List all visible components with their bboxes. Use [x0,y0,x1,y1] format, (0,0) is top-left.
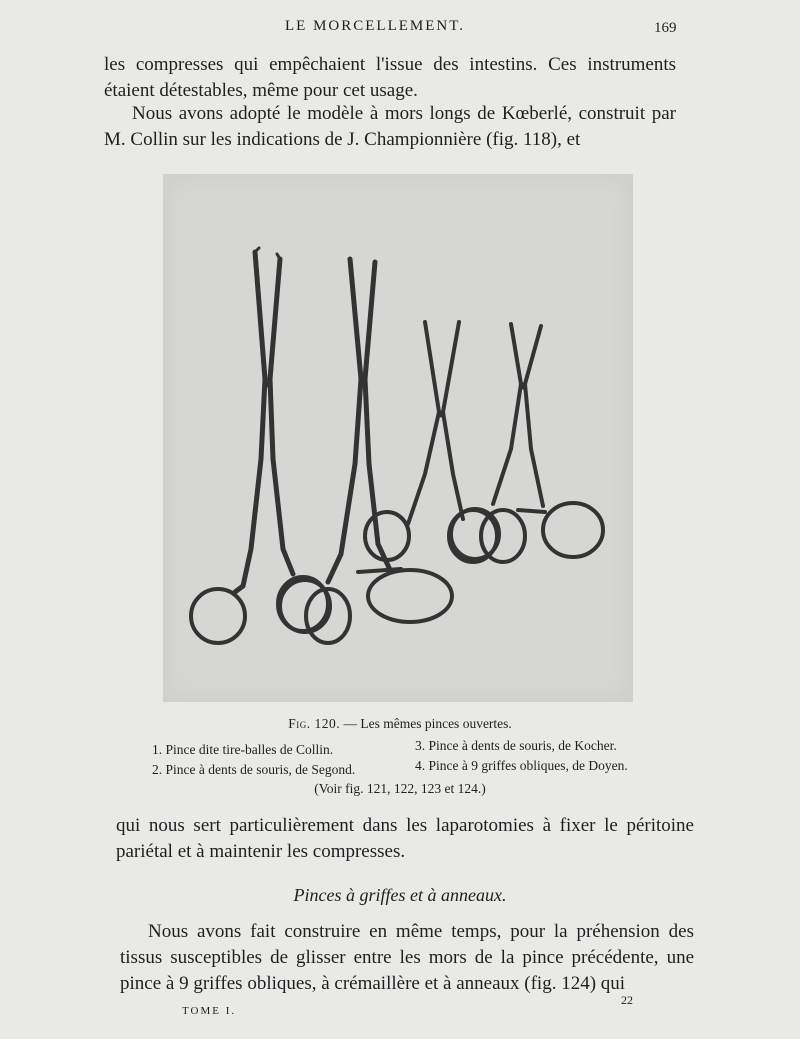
instrument-1-tire-balles [191,248,328,643]
paragraph-2: Nous avons adopté le modèle à mors longs de Kœberlé, construit par M. Collin sur les indications de J. Championnière (fig. 118), et [104,103,676,150]
section-heading: Pinces à griffes et à anneaux. [293,885,507,905]
legend-item-1: 1. Pince dite tire-balles de Collin. [152,742,334,757]
instrument-2-segond [280,259,452,643]
figure-photograph [163,174,633,702]
legend-item-2: 2. Pince à dents de souris, de Segond. [152,762,356,777]
running-head [0,18,800,42]
figure-label: Fig. 120. [288,716,341,731]
forceps-illustration [163,174,633,702]
legend-item-4: 4. Pince à 9 griffes obliques, de Doyen. [415,758,628,773]
legend-item-3: 3. Pince à dents de souris, de Kocher. [415,738,617,753]
figure-title: — Les mêmes pinces ouvertes. [340,716,512,731]
footer-volume: TOME I. [182,1005,237,1017]
instrument-4-doyen [451,324,603,562]
paragraph-4: Nous avons fait construire en même temps, pour la préhension des tissus susceptibles de glisser entre les mors de la pince précédente, une pince à 9 griffes obliques, à crémaillère et à anneaux (fig. 124) qui [120,921,694,994]
figure-cross-reference: (Voir fig. 121, 122, 123 et 124.) [314,781,486,796]
footer-signature: 22 [621,993,633,1007]
page-number: 169 [654,20,677,36]
paragraph-3: qui nous sert particulièrement dans les laparotomies à fixer le péritoine pariétal et à maintenir les compresses. [116,815,694,862]
figure-caption [0,716,800,732]
running-title: LE MORCELLEMENT. [285,18,466,34]
paragraph-1: les compresses qui empêchaient l'issue des intestins. Ces instruments étaient détestables, même pour cet usage. [104,54,676,101]
instrument-3-kocher [365,322,497,562]
